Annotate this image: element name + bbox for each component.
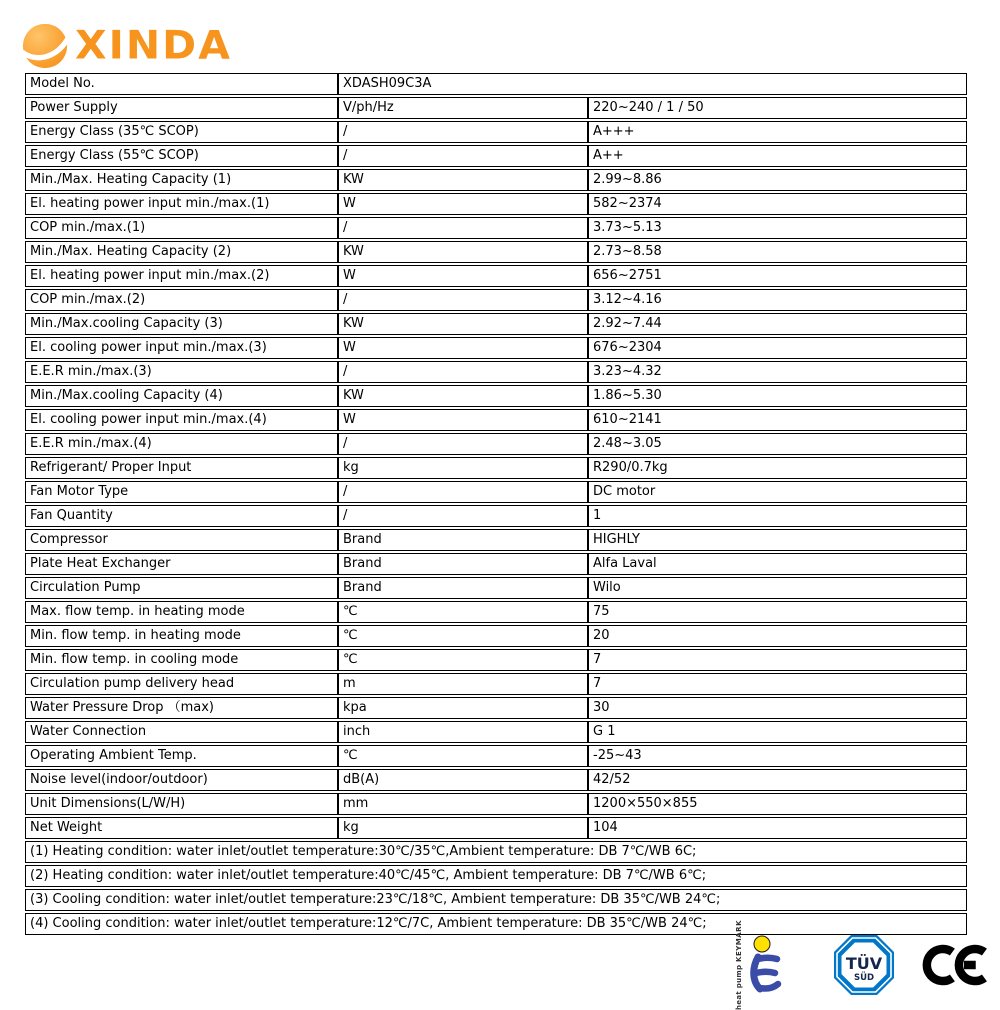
row-unit: W (338, 193, 588, 215)
row-label: Model No. (25, 73, 338, 95)
row-value: 1200×550×855 (588, 793, 967, 815)
table-row (25, 817, 967, 839)
row-label: Max. flow temp. in heating mode (25, 601, 338, 623)
row-unit: / (338, 289, 588, 311)
row-unit: / (338, 433, 588, 455)
row-value: HIGHLY (588, 529, 967, 551)
row-label: Min. flow temp. in cooling mode (25, 649, 338, 671)
row-value: 30 (588, 697, 967, 719)
row-label: Refrigerant/ Proper Input (25, 457, 338, 479)
certification-logos (734, 920, 988, 1010)
row-value: 104 (588, 817, 967, 839)
row-label: Circulation Pump (25, 577, 338, 599)
row-value: 220~240 / 1 / 50 (588, 97, 967, 119)
table-row (25, 97, 967, 119)
row-unit: V/ph/Hz (338, 97, 588, 119)
row-unit: Brand (338, 577, 588, 599)
tuv-sud-logo (832, 933, 896, 997)
table-row (25, 385, 967, 407)
row-value: 2.99~8.86 (588, 169, 967, 191)
footnote-row (25, 865, 967, 887)
row-value: 3.12~4.16 (588, 289, 967, 311)
table-row (25, 265, 967, 287)
row-label: Water Connection (25, 721, 338, 743)
row-value: 676~2304 (588, 337, 967, 359)
row-value: 3.73~5.13 (588, 217, 967, 239)
row-unit: ℃ (338, 625, 588, 647)
row-label: Circulation pump delivery head (25, 673, 338, 695)
row-label: Min./Max. Heating Capacity (1) (25, 169, 338, 191)
row-value: 656~2751 (588, 265, 967, 287)
row-value: 610~2141 (588, 409, 967, 431)
table-row (25, 553, 967, 575)
row-unit: m (338, 673, 588, 695)
row-unit: inch (338, 721, 588, 743)
table-row (25, 193, 967, 215)
row-label: El. heating power input min./max.(2) (25, 265, 338, 287)
table-row (25, 721, 967, 743)
row-value: Alfa Laval (588, 553, 967, 575)
row-unit: kpa (338, 697, 588, 719)
row-label: El. cooling power input min./max.(4) (25, 409, 338, 431)
row-label: Min. flow temp. in heating mode (25, 625, 338, 647)
row-label: Energy Class (55℃ SCOP) (25, 145, 338, 167)
keymark-e-symbol-icon (745, 934, 787, 996)
heat-pump-keymark-logo (735, 920, 806, 1010)
row-label: Operating Ambient Temp. (25, 745, 338, 767)
row-label: Net Weight (25, 817, 338, 839)
row-unit: Brand (338, 529, 588, 551)
row-value: 582~2374 (588, 193, 967, 215)
row-value: DC motor (588, 481, 967, 503)
table-row (25, 745, 967, 767)
row-label: E.E.R min./max.(4) (25, 433, 338, 455)
row-value: G 1 (588, 721, 967, 743)
row-unit: W (338, 265, 588, 287)
table-row (25, 673, 967, 695)
row-unit: / (338, 481, 588, 503)
row-value: A+++ (588, 121, 967, 143)
row-unit: ℃ (338, 601, 588, 623)
row-value: Wilo (588, 577, 967, 599)
footnote-row (25, 841, 967, 863)
row-unit: / (338, 217, 588, 239)
row-value: 20 (588, 625, 967, 647)
footnote-text: (3) Cooling condition: water inlet/outlet temperature:23℃/18℃, Ambient temperature: DB 35℃/WB 24℃; (25, 889, 967, 911)
row-label: Fan Quantity (25, 505, 338, 527)
brand-logo-ball-icon (20, 20, 70, 70)
table-row (25, 217, 967, 239)
row-label: El. cooling power input min./max.(3) (25, 337, 338, 359)
row-value: XDASH09C3A (338, 73, 967, 95)
row-value: R290/0.7kg (588, 457, 967, 479)
table-row (25, 529, 967, 551)
row-value: 7 (588, 673, 967, 695)
row-value: 75 (588, 601, 967, 623)
row-unit: / (338, 145, 588, 167)
row-unit: kg (338, 817, 588, 839)
row-label: Water Pressure Drop （max) (25, 697, 338, 719)
table-row (25, 289, 967, 311)
footnote-row (25, 889, 967, 911)
sud-text: SÜD (853, 973, 875, 983)
table-row (25, 649, 967, 671)
footnote-text: (2) Heating condition: water inlet/outlet temperature:40℃/45℃, Ambient temperature: DB 7℃/WB 6℃; (25, 865, 967, 887)
row-unit: kg (338, 457, 588, 479)
row-unit: ℃ (338, 649, 588, 671)
row-value: -25~43 (588, 745, 967, 767)
table-row (25, 361, 967, 383)
row-label: El. heating power input min./max.(1) (25, 193, 338, 215)
footnote-text: (4) Cooling condition: water inlet/outlet temperature:12℃/7C, Ambient temperature: DB 35℃/WB 24℃; (25, 913, 967, 935)
row-unit: mm (338, 793, 588, 815)
row-unit: KW (338, 313, 588, 335)
table-row (25, 313, 967, 335)
row-label: Noise level(indoor/outdoor) (25, 769, 338, 791)
table-row (25, 433, 967, 455)
row-label: Plate Heat Exchanger (25, 553, 338, 575)
row-unit: ℃ (338, 745, 588, 767)
table-row (25, 505, 967, 527)
table-row (25, 697, 967, 719)
table-row (25, 481, 967, 503)
table-row (25, 121, 967, 143)
row-label: Energy Class (35℃ SCOP) (25, 121, 338, 143)
spec-table (25, 71, 967, 937)
table-row (25, 793, 967, 815)
row-unit: Brand (338, 553, 588, 575)
footnote-text: (1) Heating condition: water inlet/outlet temperature:30℃/35℃,Ambient temperature: DB 7℃/WB 6C; (25, 841, 967, 863)
row-value: A++ (588, 145, 967, 167)
row-value: 42/52 (588, 769, 967, 791)
keymark-label-keymark: KEYMARK (734, 920, 743, 962)
brand-logo (20, 20, 232, 70)
row-value: 2.73~8.58 (588, 241, 967, 263)
row-unit: / (338, 121, 588, 143)
table-row (25, 241, 967, 263)
row-label: Unit Dimensions(L/W/H) (25, 793, 338, 815)
row-unit: dB(A) (338, 769, 588, 791)
row-label: Compressor (25, 529, 338, 551)
spec-table-body (25, 73, 967, 935)
table-row (25, 601, 967, 623)
table-row (25, 769, 967, 791)
row-label: COP min./max.(2) (25, 289, 338, 311)
keymark-vertical-label (735, 920, 744, 1010)
table-row (25, 73, 967, 95)
row-value: 1 (588, 505, 967, 527)
table-row (25, 145, 967, 167)
row-label: E.E.R min./max.(3) (25, 361, 338, 383)
row-label: Power Supply (25, 97, 338, 119)
row-unit: W (338, 337, 588, 359)
row-unit: / (338, 361, 588, 383)
row-unit: KW (338, 241, 588, 263)
row-unit: / (338, 505, 588, 527)
row-value: 2.48~3.05 (588, 433, 967, 455)
row-unit: KW (338, 169, 588, 191)
row-label: Min./Max.cooling Capacity (3) (25, 313, 338, 335)
row-label: Min./Max. Heating Capacity (2) (25, 241, 338, 263)
ce-mark-icon (922, 940, 988, 990)
brand-logo-text: XINDA (75, 21, 232, 68)
table-row (25, 337, 967, 359)
table-row (25, 577, 967, 599)
row-value: 3.23~4.32 (588, 361, 967, 383)
row-unit: W (338, 409, 588, 431)
row-label: COP min./max.(1) (25, 217, 338, 239)
row-label: Fan Motor Type (25, 481, 338, 503)
row-value: 1.86~5.30 (588, 385, 967, 407)
row-value: 7 (588, 649, 967, 671)
table-row (25, 625, 967, 647)
table-row (25, 409, 967, 431)
row-value: 2.92~7.44 (588, 313, 967, 335)
table-row (25, 457, 967, 479)
keymark-label-heat-pump: heat pump (734, 964, 743, 1010)
tuv-text: TÜV (845, 954, 883, 973)
row-label: Min./Max.cooling Capacity (4) (25, 385, 338, 407)
row-unit: KW (338, 385, 588, 407)
table-row (25, 169, 967, 191)
